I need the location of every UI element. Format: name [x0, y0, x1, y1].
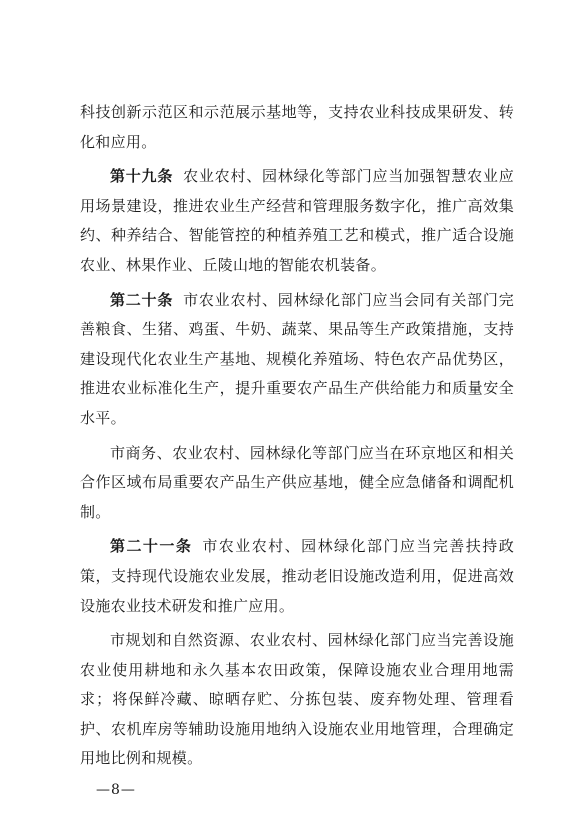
paragraph-text: 市农业农村、园林绿化部门应当完善扶持政策，支持现代设施农业发展，推动老旧设施改造利用，促进高效设施农业技术研发和推广应用。	[80, 537, 514, 615]
article-20-clause-2	[80, 439, 514, 528]
paragraph-text: 市商务、农业农村、园林绿化等部门应当在环京地区和相关合作区域布局重要农产品生产供应基地，健全应急储备和调配机制。	[80, 443, 514, 521]
article-20	[80, 286, 514, 434]
paragraph-continuation	[80, 98, 514, 157]
paragraph-text: 农业农村、园林绿化等部门应当加强智慧农业应用场景建设，推进农业生产经营和管理服务数字化，推广高效集约、种养结合、智能管控的种植养殖工艺和模式，推广适合设施农业、林果作业、丘陵山地的智能农机装备。	[80, 167, 514, 274]
article-21-clause-2	[80, 626, 514, 774]
article-label: 第十九条	[110, 167, 174, 186]
page-number: —8—	[96, 782, 136, 798]
paragraph-text: 科技创新示范区和示范展示基地等，支持农业科技成果研发、转化和应用。	[80, 103, 514, 151]
paragraph-text: 市农业农村、园林绿化部门应当会同有关部门完善粮食、生猪、鸡蛋、牛奶、蔬菜、果品等生产政策措施，支持建设现代化农业生产基地、规模化养殖场、特色农产品优势区，推进农业标准化生产，提升重要农产品生产供给能力和质量安全水平。	[80, 290, 514, 427]
article-19	[80, 162, 514, 280]
document-body	[80, 98, 514, 779]
article-label: 第二十一条	[110, 537, 193, 556]
article-21	[80, 532, 514, 621]
paragraph-text: 市规划和自然资源、农业农村、园林绿化部门应当完善设施农业使用耕地和永久基本农田政策，保障设施农业合理用地需求；将保鲜冷藏、晾晒存贮、分拣包装、废弃物处理、管理看护、农机库房等辅助设施用地纳入设施农业用地管理，合理确定用地比例和规模。	[80, 631, 514, 768]
article-label: 第二十条	[110, 290, 174, 309]
